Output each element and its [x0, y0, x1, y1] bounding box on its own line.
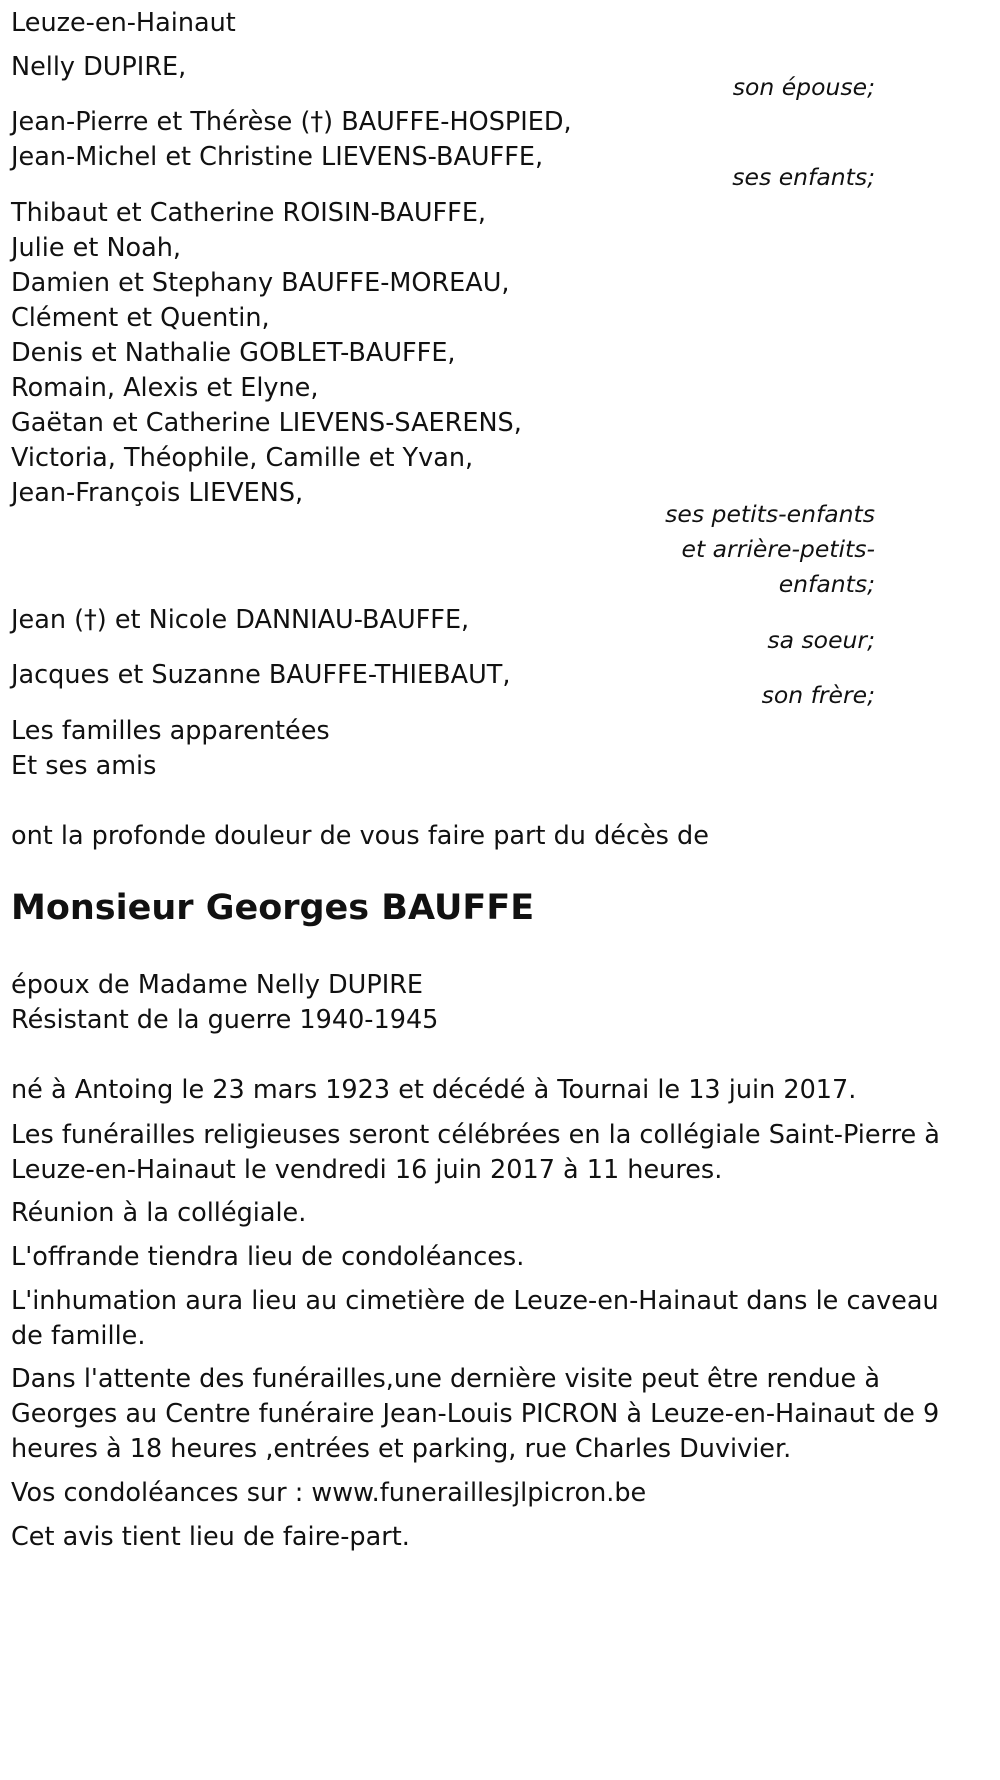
paragraph-line: Cet avis tient lieu de faire-part.: [11, 1522, 410, 1552]
paragraph-line: né à Antoing le 23 mars 1923 et décédé à Tournai le 13 juin 2017.: [11, 1075, 857, 1105]
grandchildren-relation-line: enfants;: [778, 570, 875, 598]
paragraph-line: Dans l'attente des funérailles,une dernière visite peut être rendue à: [11, 1364, 880, 1394]
paragraph-line: de famille.: [11, 1321, 146, 1351]
grandchild-line: Jean-François LIEVENS,: [11, 478, 304, 508]
paragraph-line: Les funérailles religieuses seront célébrées en la collégiale Saint-Pierre à: [11, 1120, 940, 1150]
paragraph-line: Leuze-en-Hainaut le vendredi 16 juin 2017 à 11 heures.: [11, 1155, 723, 1185]
paragraph-line: heures à 18 heures ,entrées et parking, rue Charles Duvivier.: [11, 1434, 792, 1464]
location-line: Leuze-en-Hainaut: [11, 8, 236, 38]
deceased-name: Monsieur Georges BAUFFE: [11, 888, 535, 928]
paragraph-line: L'inhumation aura lieu au cimetière de Leuze-en-Hainaut dans le caveau: [11, 1286, 939, 1316]
paragraph-line: Vos condoléances sur : www.funeraillesjlpicron.be: [11, 1478, 647, 1508]
grandchildren-relation-line: et arrière-petits-: [681, 535, 875, 563]
deceased-detail: Résistant de la guerre 1940-1945: [11, 1005, 439, 1035]
paragraph-line: L'offrande tiendra lieu de condoléances.: [11, 1242, 525, 1272]
grandchildren-relation-line: ses petits-enfants: [665, 500, 875, 528]
grandchild-line: Denis et Nathalie GOBLET-BAUFFE,: [11, 338, 456, 368]
grandchild-line: Damien et Stephany BAUFFE-MOREAU,: [11, 268, 510, 298]
brother-relation: son frère;: [761, 681, 875, 709]
paragraph-line: Réunion à la collégiale.: [11, 1198, 307, 1228]
paragraph-line: Georges au Centre funéraire Jean-Louis PICRON à Leuze-en-Hainaut de 9: [11, 1399, 940, 1429]
grandchild-line: Clément et Quentin,: [11, 303, 270, 333]
relatives-line: Les familles apparentées: [11, 716, 330, 746]
grandchild-line: Romain, Alexis et Elyne,: [11, 373, 319, 403]
spouse-relation: son épouse;: [732, 73, 875, 101]
child-line: Jean-Michel et Christine LIEVENS-BAUFFE,: [11, 142, 544, 172]
child-line: Jean-Pierre et Thérèse (†) BAUFFE-HOSPIED,: [11, 107, 572, 137]
friends-line: Et ses amis: [11, 751, 157, 781]
grandchild-line: Victoria, Théophile, Camille et Yvan,: [11, 443, 474, 473]
announcement-line: ont la profonde douleur de vous faire part du décès de: [11, 821, 709, 851]
grandchild-line: Gaëtan et Catherine LIEVENS-SAERENS,: [11, 408, 522, 438]
grandchild-line: Julie et Noah,: [11, 233, 182, 263]
spouse-line: Nelly DUPIRE,: [11, 52, 187, 82]
brother-line: Jacques et Suzanne BAUFFE-THIEBAUT,: [11, 660, 511, 690]
sister-relation: sa soeur;: [767, 626, 875, 654]
deceased-detail: époux de Madame Nelly DUPIRE: [11, 970, 424, 1000]
grandchild-line: Thibaut et Catherine ROISIN-BAUFFE,: [11, 198, 487, 228]
children-relation: ses enfants;: [732, 163, 875, 191]
sister-line: Jean (†) et Nicole DANNIAU-BAUFFE,: [11, 605, 470, 635]
